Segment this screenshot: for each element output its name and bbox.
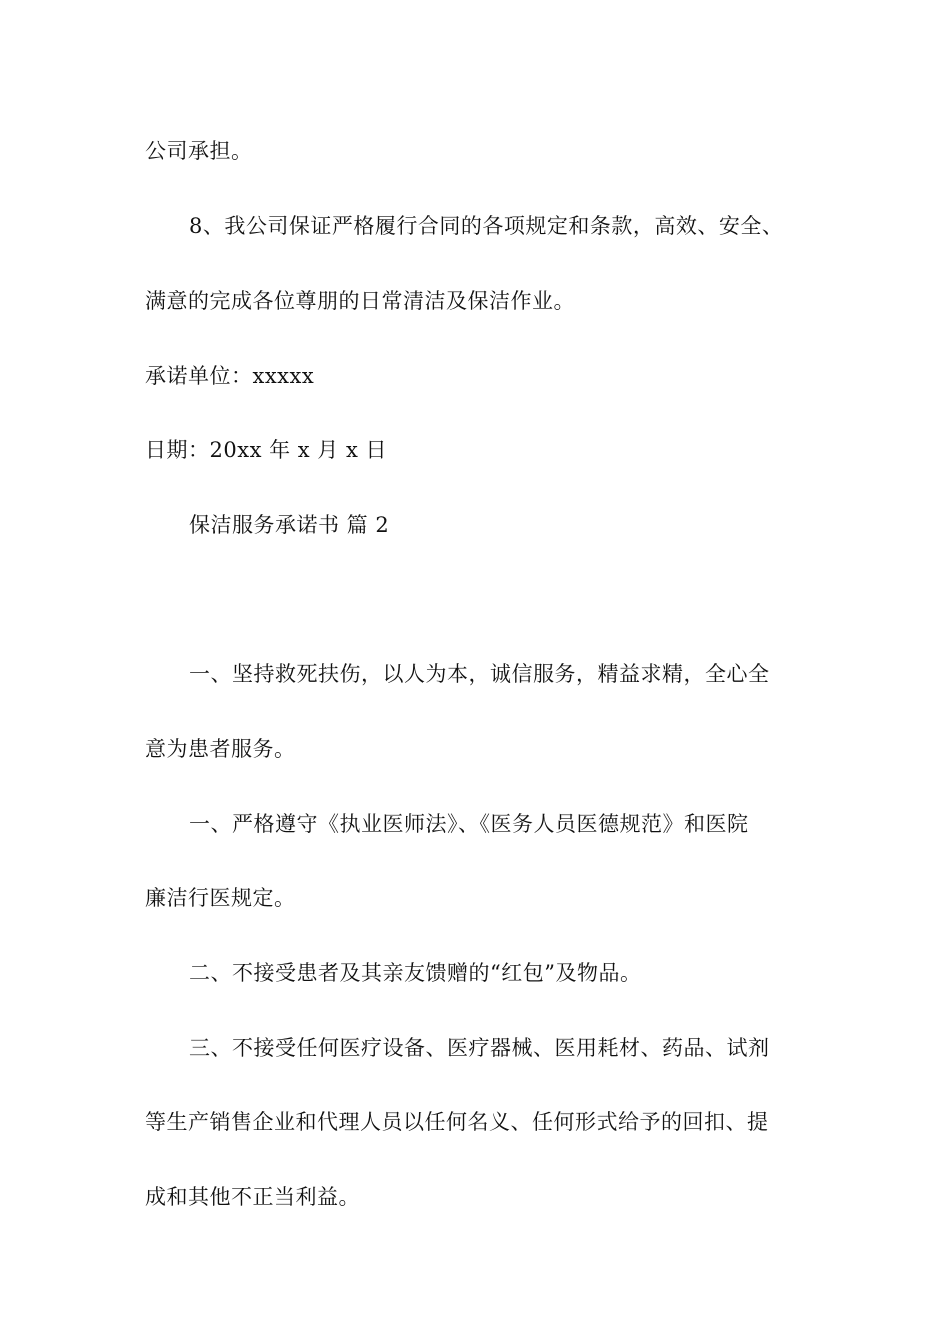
paragraph-line-11: 二、不接受患者及其亲友馈赠的“红包”及物品。 (189, 961, 642, 985)
signature-unit: 承诺单位：xxxxx (145, 364, 315, 388)
paragraph-line-8: 意为患者服务。 (145, 737, 296, 761)
paragraph-line-13: 等生产销售企业和代理人员以任何名义、任何形式给予的回扣、提 (145, 1110, 769, 1134)
paragraph-line-1: 公司承担。 (145, 139, 253, 163)
paragraph-line-14: 成和其他不正当利益。 (145, 1185, 360, 1209)
paragraph-line-12: 三、不接受任何医疗设备、医疗器械、医用耗材、药品、试剂 (189, 1036, 770, 1060)
paragraph-line-7: 一、坚持救死扶伤，以人为本，诚信服务，精益求精，全心全 (189, 662, 770, 686)
signature-date: 日期：20xx 年 x 月 x 日 (145, 438, 387, 462)
paragraph-line-2: 8、我公司保证严格履行合同的各项规定和条款，高效、安全、 (189, 214, 784, 238)
paragraph-line-9: 一、严格遵守《执业医师法》、《医务人员医德规范》和医院 (189, 812, 749, 836)
paragraph-line-10: 廉洁行医规定。 (145, 886, 296, 910)
section-heading: 保洁服务承诺书 篇 2 (189, 513, 390, 537)
paragraph-line-3: 满意的完成各位尊朋的日常清洁及保洁作业。 (145, 289, 575, 313)
